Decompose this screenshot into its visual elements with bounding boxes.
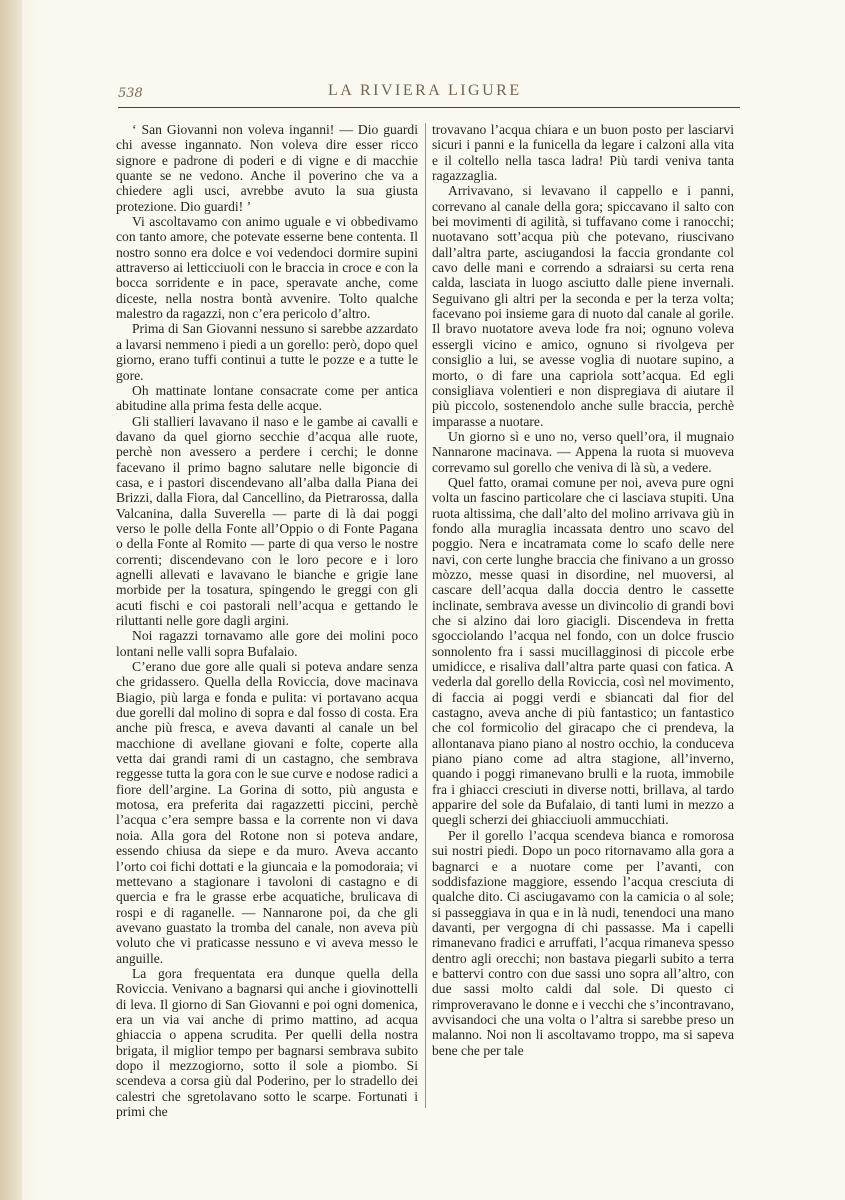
paragraph: Gli stallieri lavavano il naso e le gambe ai cavalli e davano da quel giorno secchie d’acqua alle ruote, perchè non avessero a perdere i cerchi; le donne facevano il primo bagno salutare nelle bigoncie di casa, e i pastori discendevano all’alba dalla Piana dei Brizzi, dalla Fiora, dal Cancellino, da Pietrarossa, dalla Valcanina, dalla Suverella — parte di là dai poggi verso le polle della Fonte all’Oppio o di Fonte Pagana o della Fonte al Romito — parte di qua verso le nostre correnti; discendevano con le loro pecore e i loro agnelli allevati e lavavano le bianche e grigie lane morbide per la tosatura, spingendo le greggi con gli acuti fischi e coi pastorali nell’acqua e gettando le riluttanti nelle gore dagli argini. — [116, 413, 418, 628]
paragraph: Per il gorello l’acqua scendeva bianca e romorosa sui nostri piedi. Dopo un poco ritornavamo alla gora a bagnarci e a nuotare come per l’avanti, con soddisfazione maggiore, essendo l’acqua cresciuta di qualche dito. Ci asciugavamo con la camicia o al sole; si passeggiava in qua e in là nudi, tenendoci una mano davanti, per vergogna di chi passasse. Ma i capelli rimanevano fradici e arruffati, l’acqua rimaneva spesso dentro agli orecchi; non bastava piegarli subito a terra e battervi contro con due sassi uno sopra all’altro, con due sassi molto caldi dal sole. Di questo ci rimproveravano le donne e i vecchi che s’incontravano, avvisandoci che una volta o l’altra si sarebbe preso un malanno. Noi non li ascoltavamo troppo, ma si sapeva bene che per tale — [432, 827, 734, 1058]
left-column — [116, 122, 418, 1119]
right-column — [432, 122, 734, 1058]
paragraph: Quel fatto, oramai comune per noi, aveva pure ogni volta un fascino particolare che ci lasciava stupiti. Una ruota altissima, che dall’alto del molino arrivava giù in fondo alla muraglia incassata dentro uno scavo del poggio. Nera e incatramata come lo scafo delle nere navi, con certe lunghe braccia che finivano a un grosso mòzzo, messe quasi in disordine, nel muoversi, al cascare dell’acqua dalla doccia dentro le cassette inclinate, sembrava avesse un divincolio di grandi bovi che si alzino dai loro giacigli. Discendeva in fretta sgocciolando l’acqua nel fondo, con un dolce fruscio sonnolento fra i sassi mucillagginosi di piccole erbe umidicce, e risaliva dall’altra parte quasi con fatica. A vederla dal gorello della Roviccia, così nel movimento, di faccia ai poggi verdi e sbiancati dal fior del castagno, aveva anche di più fantastico; un fantastico che col formicolio del giracapo che ci prendeva, la allontanava piano piano al nostro occhio, la conduceva piano piano come ad altra stagione, all’inverno, quando i poggi rimanevano brulli e la ruota, immobile fra i ghiacci cresciuti in diverse notti, brillava, al tardo apparire del sole da Bufalaio, di tanti lumi in mezzo a quegli scherzi dei ghiacciuoli ammucchiati. — [432, 474, 734, 828]
paragraph: C’erano due gore alle quali si poteva andare senza che gridassero. Quella della Roviccia, dove macinava Biagio, più larga e fonda e pulita: vi portavano acqua due gorelli dal molino di sopra e dal fosso di costa. Era anche più fresca, e aveva davanti al canale un bel macchione di avellane giovani e folte, coperte alla vetta dai grandi rami di un castagno, che sembrava reggesse tutta la gora con le sue curve e nodose radici a fiore dell’argine. La Gorina di sotto, più angusta e motosa, era preferita dai ragazzetti piccini, perchè l’acqua c’era sempre bassa e la corrente non vi dava noia. Alla gora del Rotone non si poteva andare, essendo chiusa da siepe e da muro. Aveva accanto l’orto coi fichi dottati e la giuncaia e la pomodoraia; vi mettevano a stagionare i tavoloni di castagno e di quercia e fra le grasse erbe acquatiche, brulicava di rospi e di raganelle. — Nannarone poi, da che gli avevano guastato la tromba del canale, non aveva più voluto che vi praticasse nessuno e vi aveva messo le anguille. — [116, 659, 418, 966]
paragraph: Arrivavano, si levavano il cappello e i panni, correvano al canale della gora; spiccavano il salto con bei movimenti di agilità, si tuffavano come i ranocchi; nuotavano sott’acqua più che potevano, riuscivano dall’altra parte, asciugandosi la faccia grondante col cavo delle mani e correndo a sdraiarsi su certa rena calda, lasciata in luogo asciutto dalle piene invernali. Seguivano gli altri per la seconda e per la terza volta; facevano poi insieme gara di nuoto dal canale al gorile. Il bravo nuotatore aveva lode fra noi; ognuno voleva essergli vicino e amico, ognuno si rivolgeva per consiglio a lui, se avesse voglia di nuotare supino, a morto, o di fare una capriola sott’acqua. Ed egli consigliava volentieri e non dispregiava di aiutare il più piccolo, sostenendolo anche sulle braccia, perchè imparasse a nuotare. — [432, 183, 734, 429]
running-title: LA RIVIERA LIGURE — [328, 82, 522, 99]
paragraph: Prima di San Giovanni nessuno si sarebbe azzardato a lavarsi nemmeno i piedi a un gorello: però, dopo quel giorno, erano tuffi continui a tutte le pozze e a tutte le gore. — [116, 321, 418, 383]
page-binding-edge — [0, 0, 22, 1200]
paragraph-continuation: trovavano l’acqua chiara e un buon posto per lasciarvi sicuri i panni e la funicella da legare i calzoni alla vita e il coltello nella tasca ladra! Più tardi veniva tanta ragazzaglia. — [432, 122, 734, 184]
paragraph: Noi ragazzi tornavamo alle gore dei molini poco lontani nelle valli sopra Bufalaio. — [116, 628, 418, 659]
paragraph: Un giorno sì e uno no, verso quell’ora, il mugnaio Nannarone macinava. — Appena la ruota si muoveva correvamo sul gorello che veniva di là sù, a vedere. — [432, 428, 734, 475]
header-rule — [118, 107, 740, 108]
paragraph: La gora frequentata era dunque quella della Roviccia. Venivano a bagnarsi qui anche i giovinottelli di leva. Il giorno di San Giovanni e poi ogni domenica, era un via vai anche di primo mattino, ad acqua ghiaccia o appena scrudita. Per quelli della nostra brigata, il miglior tempo per bagnarsi sembrava subito dopo il mezzogiorno, sotto il sole a piombo. Si scendeva a corsa giù dal Poderino, per lo stradello dei calestri che sgretolavano sotto le scarpe. Fortunati i primi che — [116, 965, 418, 1119]
paragraph: ‘ San Giovanni non voleva inganni! — Dio guardi chi avesse ingannato. Non voleva dire esser ricco signore e padrone di poderi e di vigne e di macchie quante se ne vedono. Anche il poverino che va a chiedere agli usci, avrebbe avuto la sua giusta protezione. Dio guardi! ’ — [116, 122, 418, 214]
page-number: 538 — [118, 86, 143, 101]
paragraph: Oh mattinate lontane consacrate come per antica abitudine alla prima festa delle acque. — [116, 382, 418, 414]
paragraph: Vi ascoltavamo con animo uguale e vi obbedivamo con tanto amore, che potevate esserne bene contenta. Il nostro sonno era dolce e voi vedendoci dormire supini attraverso ai letticciuoli con le braccia in croce e con la bocca sorridente e in pace, speravate anche, come diceste, nella nostra bontà avvenire. Tolto qualche malestro da ragazzi, non c’era pericolo d’altro. — [116, 214, 418, 322]
column-divider — [425, 123, 426, 1108]
